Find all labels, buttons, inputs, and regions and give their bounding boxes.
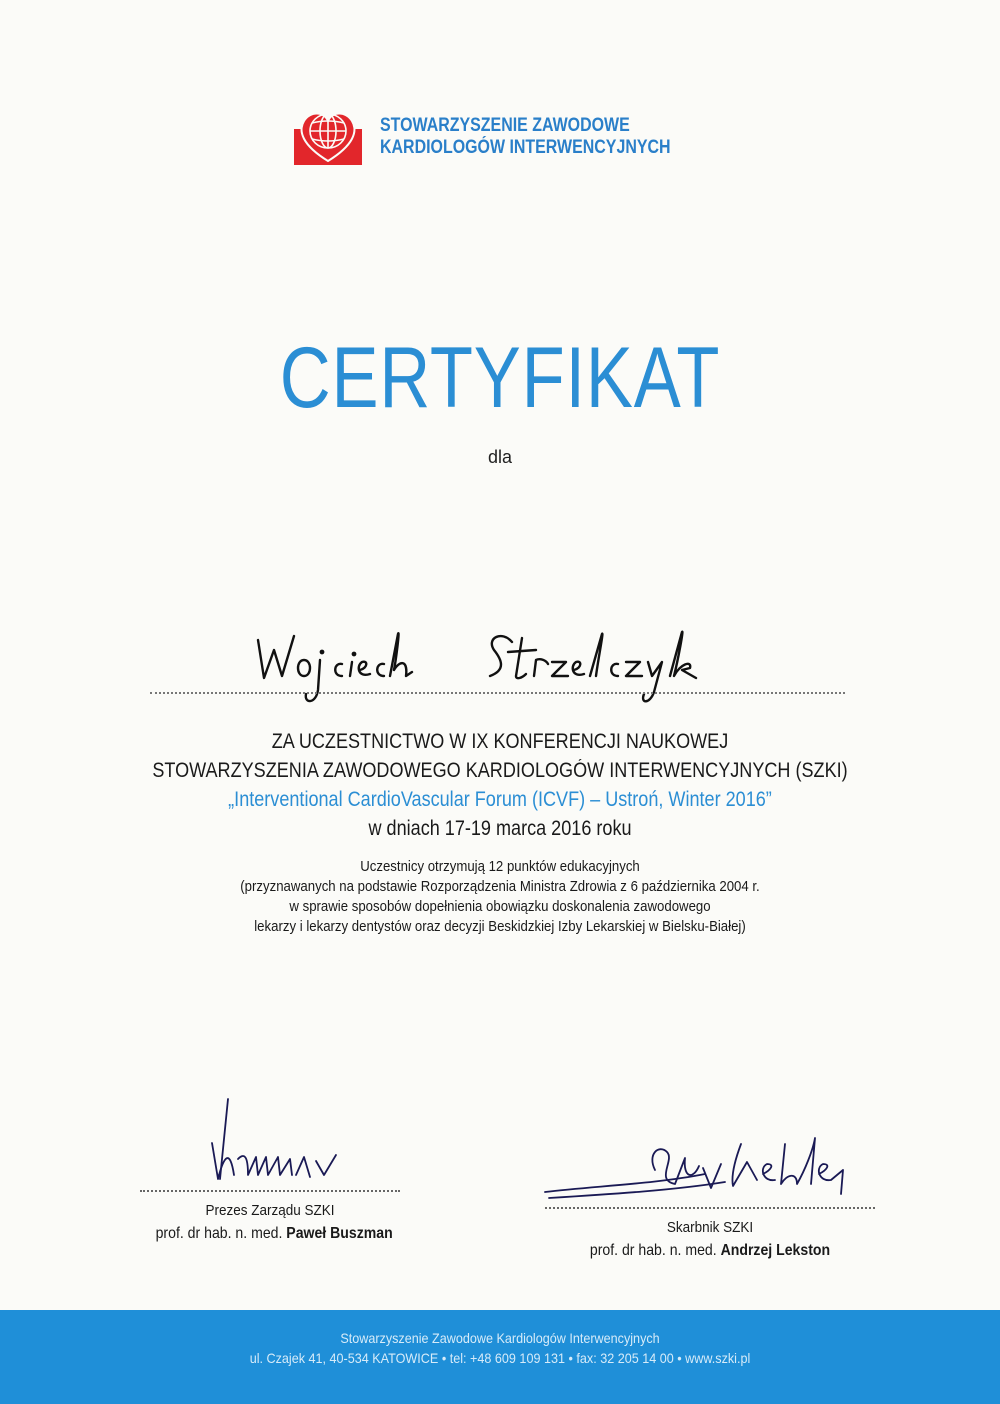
treasurer-role: Skarbnik SZKI [666, 1219, 754, 1236]
szki-logo [294, 107, 726, 165]
conference-dates: w dniach 17-19 marca 2016 roku [368, 817, 632, 840]
statement-line-1: ZA UCZESTNICTWO W IX KONFERENCJI NAUKOWEJ [271, 730, 729, 753]
president-role: Prezes Zarządu SZKI [205, 1202, 335, 1219]
heart-globe-icon [294, 107, 362, 165]
logo-line-2: KARDIOLOGÓW INTERWENCYJNYCH [380, 137, 671, 158]
recipient-dotted-line [150, 692, 845, 694]
footer-org-name: Stowarzyszenie Zawodowe Kardiologów Interwencyjnych [340, 1330, 660, 1346]
signature-block-president [140, 1095, 400, 1243]
logo-text [380, 115, 726, 159]
signature-block-treasurer [545, 1130, 875, 1260]
points-line-1: Uczestnicy otrzymują 12 punktów edukacyjnych [360, 858, 640, 875]
recipient-name-handwriting [250, 620, 730, 710]
treasurer-title: prof. dr hab. n. med. [589, 1242, 717, 1259]
president-title: prof. dr hab. n. med. [155, 1225, 283, 1242]
statement-line-2: STOWARZYSZENIA ZAWODOWEGO KARDIOLOGÓW INTERWENCYJNYCH (SZKI) [152, 759, 848, 782]
points-line-4: lekarzy i lekarzy dentystów oraz decyzji Beskidzkiej Izby Lekarskiej w Bielsku-Białej) [254, 918, 746, 935]
president-signature-line [140, 1190, 400, 1192]
footer-contact: ul. Czajek 41, 40-534 KATOWICE • tel: +48 609 109 131 • fax: 32 205 14 00 • www.szki.pl [249, 1350, 751, 1366]
treasurer-signature-handwriting [535, 1130, 875, 1202]
points-line-2: (przyznawanych na podstawie Rozporządzenia Ministra Zdrowia z 6 października 2004 r. [240, 878, 760, 895]
president-name [155, 1225, 393, 1243]
treasurer-full-name: Andrzej Lekston [720, 1242, 831, 1259]
education-points-note [0, 857, 1000, 937]
logo-line-1: STOWARZYSZENIE ZAWODOWE [380, 115, 630, 136]
participation-statement [0, 727, 1000, 843]
certificate-title: CERTYFIKAT [279, 330, 721, 426]
points-line-3: w sprawie sposobów dopełnienia obowiązku doskonalenia zawodowego [289, 898, 711, 915]
treasurer-name [565, 1242, 855, 1260]
conference-name: „Interventional CardioVascular Forum (ICVF) – Ustroń, Winter 2016” [228, 788, 772, 811]
treasurer-signature-line [545, 1207, 875, 1209]
for-label: dla [487, 447, 513, 467]
footer-band [0, 1310, 1000, 1404]
president-full-name: Paweł Buszman [286, 1225, 393, 1242]
president-signature-handwriting [140, 1095, 400, 1185]
